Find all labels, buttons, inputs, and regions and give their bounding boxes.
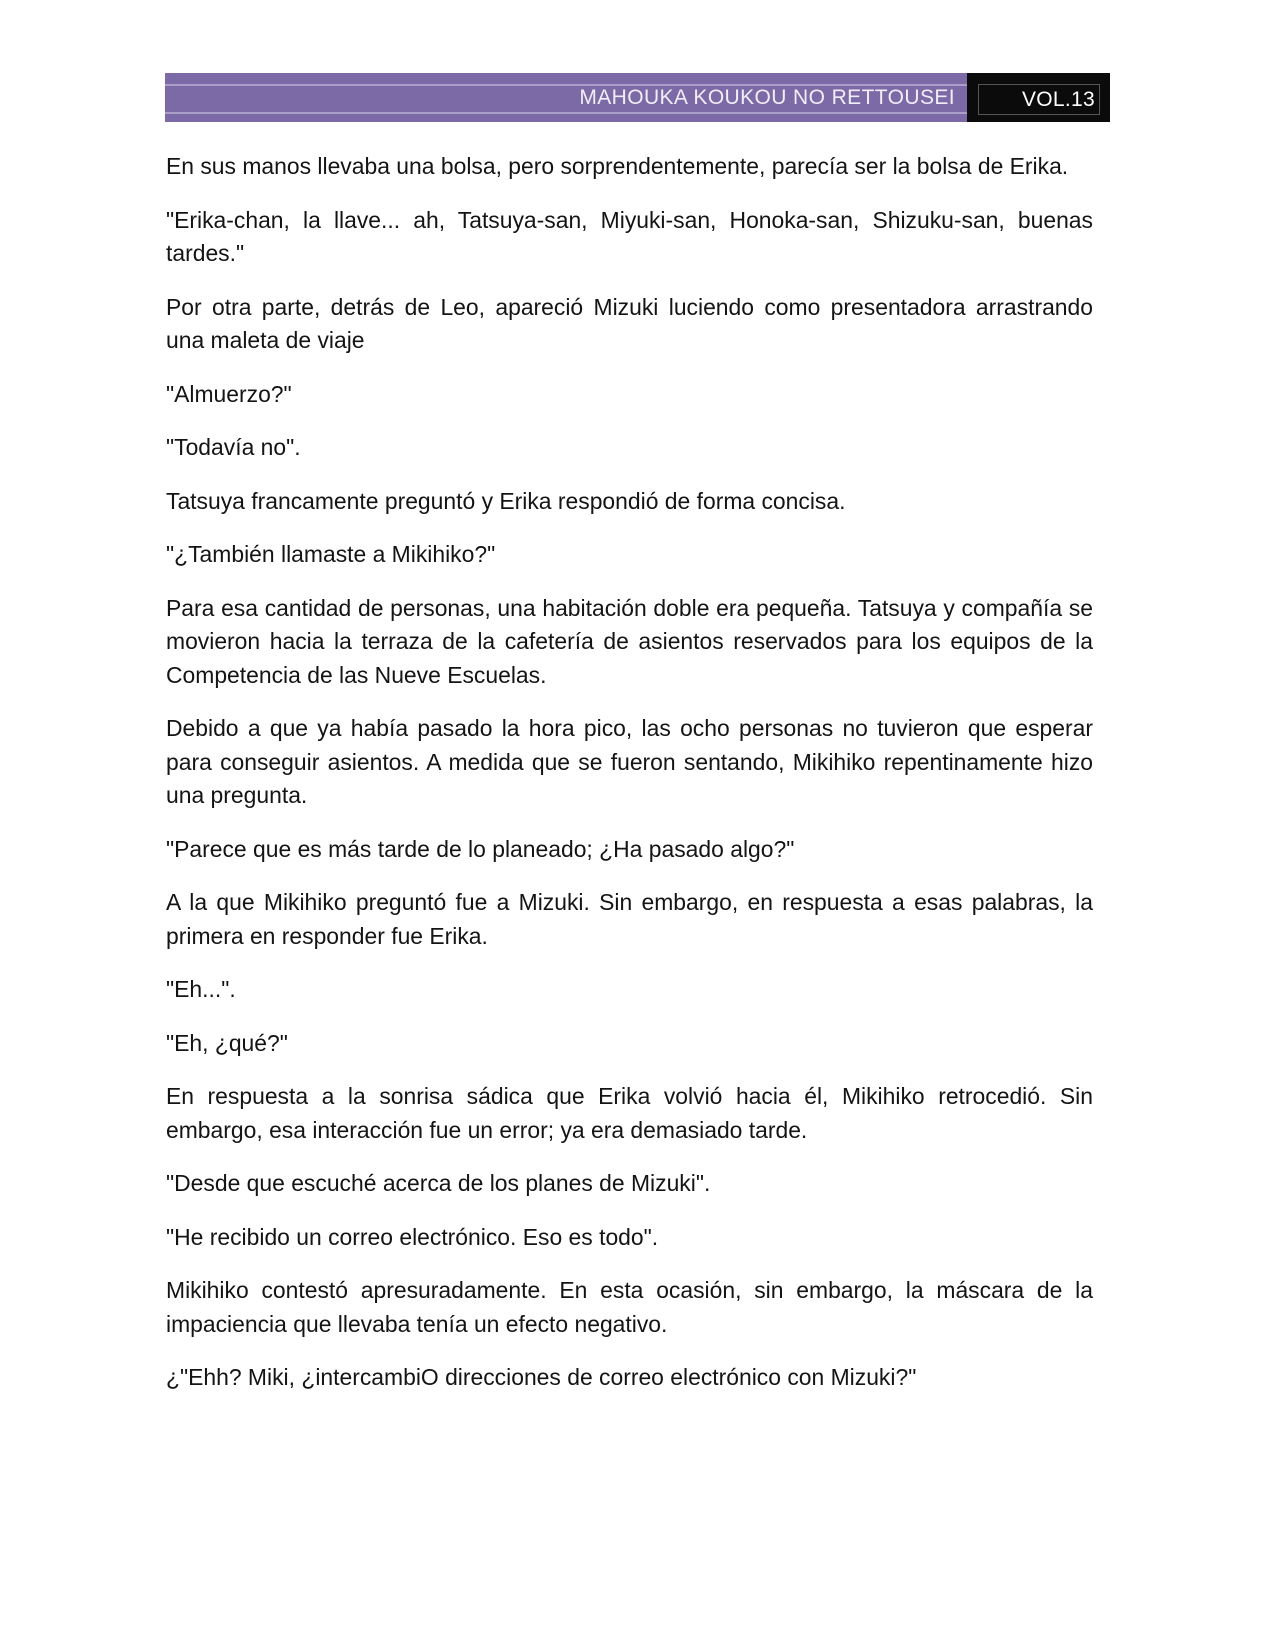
paragraph-11: A la que Mikihiko preguntó fue a Mizuki. Sin embargo, en respuesta a esas palabras, la primera en responder fue Erika.	[166, 889, 1093, 949]
paragraph-7: "¿También llamaste a Mikihiko?"	[166, 541, 496, 567]
paragraph-16: "He recibido un correo electrónico. Eso es todo".	[166, 1223, 659, 1250]
volume-label: VOL.13	[1021, 87, 1095, 111]
paragraph-17: Mikihiko contestó apresuradamente. En esta ocasión, sin embargo, la máscara de la impaciencia que llevaba tenía un efecto negativo.	[166, 1277, 1093, 1337]
paragraph-6: Tatsuya francamente preguntó y Erika respondió de forma concisa.	[166, 487, 846, 514]
paragraph-1: En sus manos llevaba una bolsa, pero sorprendentemente, parecía ser la bolsa de Erika.	[166, 153, 1069, 179]
volume-header	[165, 73, 1110, 122]
paragraph-5: "Todavía no".	[166, 434, 301, 460]
paragraph-13: "Eh, ¿qué?"	[166, 1029, 288, 1056]
paragraph-8: Para esa cantidad de personas, una habitación doble era pequeña. Tatsuya y compañía se movieron hacia la terraza de la cafetería de asientos reservados para los equipos de la Competencia de las Nueve Escuelas.	[166, 594, 1093, 688]
header-rule-bottom	[165, 112, 967, 114]
paragraph-12: "Eh...".	[166, 976, 236, 1002]
paragraph-14: En respuesta a la sonrisa sádica que Erika volvió hacia él, Mikihiko retrocedió. Sin embargo, esa interacción fue un error; ya era demasiado tarde.	[166, 1083, 1093, 1143]
volume-badge-frame	[978, 84, 1100, 115]
paragraph-4: "Almuerzo?"	[166, 380, 292, 407]
paragraph-3: Por otra parte, detrás de Leo, apareció Mizuki luciendo como presentadora arrastrando una maleta de viaje	[166, 293, 1093, 353]
paragraph-18: ¿"Ehh? Miki, ¿intercambiO direcciones de correo electrónico con Mizuki?"	[166, 1364, 917, 1390]
paragraph-9: Debido a que ya había pasado la hora pico, las ocho personas no tuvieron que esperar para conseguir asientos. A medida que se fueron sentando, Mikihiko repentinamente hizo una pregunta.	[166, 715, 1093, 808]
header-bar	[165, 73, 967, 122]
paragraph-15: "Desde que escuché acerca de los planes de Mizuki".	[166, 1170, 711, 1196]
page-text	[166, 150, 1093, 1415]
series-title: MAHOUKA KOUKOU NO RETTOUSEI	[579, 86, 955, 109]
paragraph-2: "Erika-chan, la llave... ah, Tatsuya-san, Miyuki-san, Honoka-san, Shizuku-san, buenas tardes."	[166, 206, 1093, 266]
volume-badge	[967, 73, 1110, 122]
paragraph-10: "Parece que es más tarde de lo planeado; ¿Ha pasado algo?"	[166, 835, 795, 862]
